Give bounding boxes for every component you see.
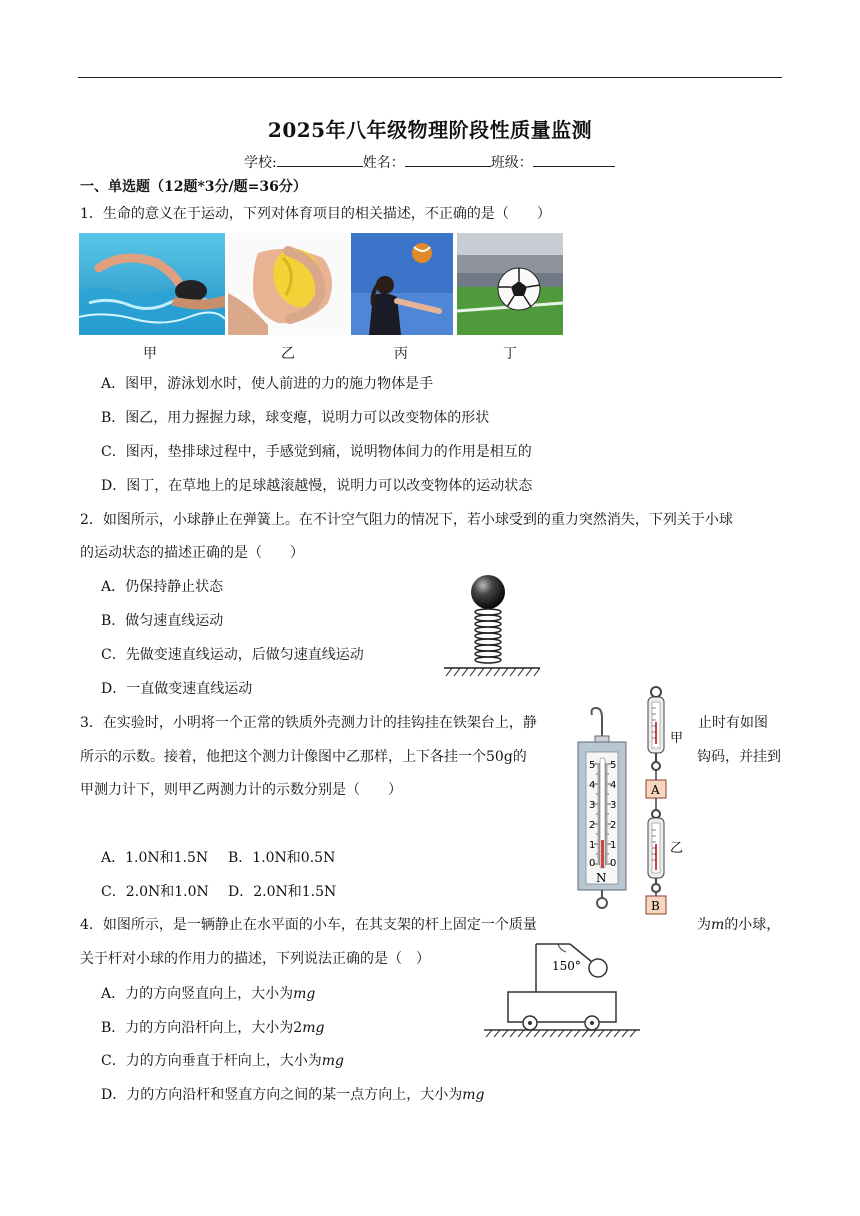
label-yi: 乙 (670, 841, 684, 856)
ball-icon (471, 575, 505, 609)
caption-jia: 甲 (143, 346, 157, 362)
q1-option-d[interactable]: D．图丁，在草地上的足球越滚越慢，说明力可以改变物体的运动状态 (101, 478, 533, 494)
student-info-line (244, 152, 615, 172)
tick-label-right-3: 3 (610, 800, 617, 811)
ground-hatch-icon (446, 668, 540, 676)
class-label: 班级： (490, 155, 533, 171)
weight-b-label: B (651, 899, 660, 913)
cart-body (508, 992, 616, 1022)
spring-icon (475, 609, 501, 663)
stacked-scales-diagram (630, 684, 700, 920)
q1-option-b[interactable]: B．图乙，用力握握力球，球变瘪，说明力可以改变物体的形状 (101, 410, 490, 426)
q4-option-a[interactable]: A．力的方向竖直向上，大小为mg (101, 986, 316, 1002)
caption-bing: 丙 (394, 346, 408, 362)
q4-stem-line2: 关于杆对小球的作用力的描述，下列说法正确的是（ ） (80, 951, 430, 967)
ground-hatch-icon (486, 1030, 636, 1037)
name-blank[interactable] (405, 154, 491, 167)
tick-label-left-4: 4 (589, 780, 596, 791)
q4-stem-line1a: 4．如图所示，是一辆静止在水平面的小车，在其支架的杆上固定一个质量 (80, 917, 537, 933)
q2-option-d[interactable]: D．一直做变速直线运动 (101, 681, 253, 697)
q3-stem-line3: 甲测力计下，则甲乙两测力计的示数分别是（ ） (80, 782, 402, 798)
tick-label-right-2: 2 (610, 820, 617, 831)
school-label: 学校: (244, 155, 277, 171)
tick-label-right-4: 4 (610, 780, 617, 791)
tick-label-left-0: 0 (589, 858, 596, 869)
q4-option-b[interactable]: B．力的方向沿杆向上，大小为2mg (101, 1020, 325, 1036)
ring-icon (597, 898, 607, 908)
q3-option-b[interactable]: B．1.0N和0.5N (228, 850, 336, 866)
weight-a-label: A (651, 783, 660, 797)
tick-label-right-0: 0 (610, 858, 617, 869)
scale-pointer (601, 840, 604, 868)
ball-on-spring-diagram (440, 570, 544, 680)
tick-label-left-3: 3 (589, 800, 596, 811)
q3-option-a[interactable]: A．1.0N和1.5N (101, 850, 209, 866)
q3-stem-line2a: 所示的示数。接着，他把这个测力计像图中乙那样，上下各挂一个50g的 (80, 749, 527, 765)
section-heading: 一、单选题（12题*3分/题=36分） (80, 179, 307, 195)
tick-label-left-5: 5 (589, 760, 596, 771)
q4-stem-line1b: 为m的小球， (697, 917, 781, 933)
volleyball-photo (351, 233, 453, 335)
tick-label-right-1: 1 (610, 840, 617, 851)
q2-option-b[interactable]: B．做匀速直线运动 (101, 613, 224, 629)
q3-stem-line1b: 止时有如图 (698, 715, 768, 731)
caption-yi: 乙 (281, 346, 295, 362)
q3-stem-line1a: 3．在实验时，小明将一个正常的铁质外壳测力计的挂钩挂在铁架台上，静 (80, 715, 537, 731)
soccer-ball-photo (457, 233, 563, 335)
class-blank[interactable] (533, 154, 615, 167)
tick-label-left-2: 2 (589, 820, 596, 831)
q4-option-c[interactable]: C．力的方向垂直于杆向上，大小为mg (101, 1053, 344, 1069)
swimming-photo (79, 233, 225, 335)
q3-option-d[interactable]: D．2.0N和1.5N (228, 884, 337, 900)
q1-option-c[interactable]: C．图丙，垫排球过程中，手感觉到痛，说明物体间力的作用是相互的 (101, 444, 532, 460)
spring-scale-diagram (572, 700, 632, 912)
q1-option-a[interactable]: A．图甲，游泳划水时，使人前进的力的施力物体是手 (101, 376, 434, 392)
header-rule (78, 77, 782, 78)
q3-option-c[interactable]: C．2.0N和1.0N (101, 884, 209, 900)
q3-stem-line2b: 钩码，并挂到 (697, 749, 781, 765)
small-ball-icon (589, 959, 607, 977)
q2-stem-line1: 2．如图所示，小球静止在弹簧上。在不计空气阻力的情况下，若小球受到的重力突然消失，下列关于小球 (80, 512, 733, 528)
caption-ding: 丁 (503, 346, 517, 362)
cart-rod-ball-diagram (480, 938, 644, 1040)
page-title: 2025年八年级物理阶段性质量监测 (267, 118, 593, 142)
tick-label-right-5: 5 (610, 760, 617, 771)
angle-label: 150° (552, 959, 581, 973)
q2-option-a[interactable]: A．仍保持静止状态 (101, 579, 224, 595)
q2-stem-line2: 的运动状态的描述正确的是（ ） (80, 545, 304, 561)
name-label: 姓名： (362, 155, 405, 171)
q2-option-c[interactable]: C．先做变速直线运动，后做匀速直线运动 (101, 647, 364, 663)
label-jia: 甲 (670, 731, 684, 746)
tick-label-left-1: 1 (589, 840, 596, 851)
grip-ball-photo (228, 233, 346, 335)
school-blank[interactable] (277, 154, 363, 167)
q4-option-d[interactable]: D．力的方向沿杆和竖直方向之间的某一点方向上，大小为mg (101, 1087, 485, 1103)
q1-stem: 1．生命的意义在于运动，下列对体育项目的相关描述，不正确的是（ ） (80, 206, 551, 222)
unit-label: N (596, 871, 607, 885)
